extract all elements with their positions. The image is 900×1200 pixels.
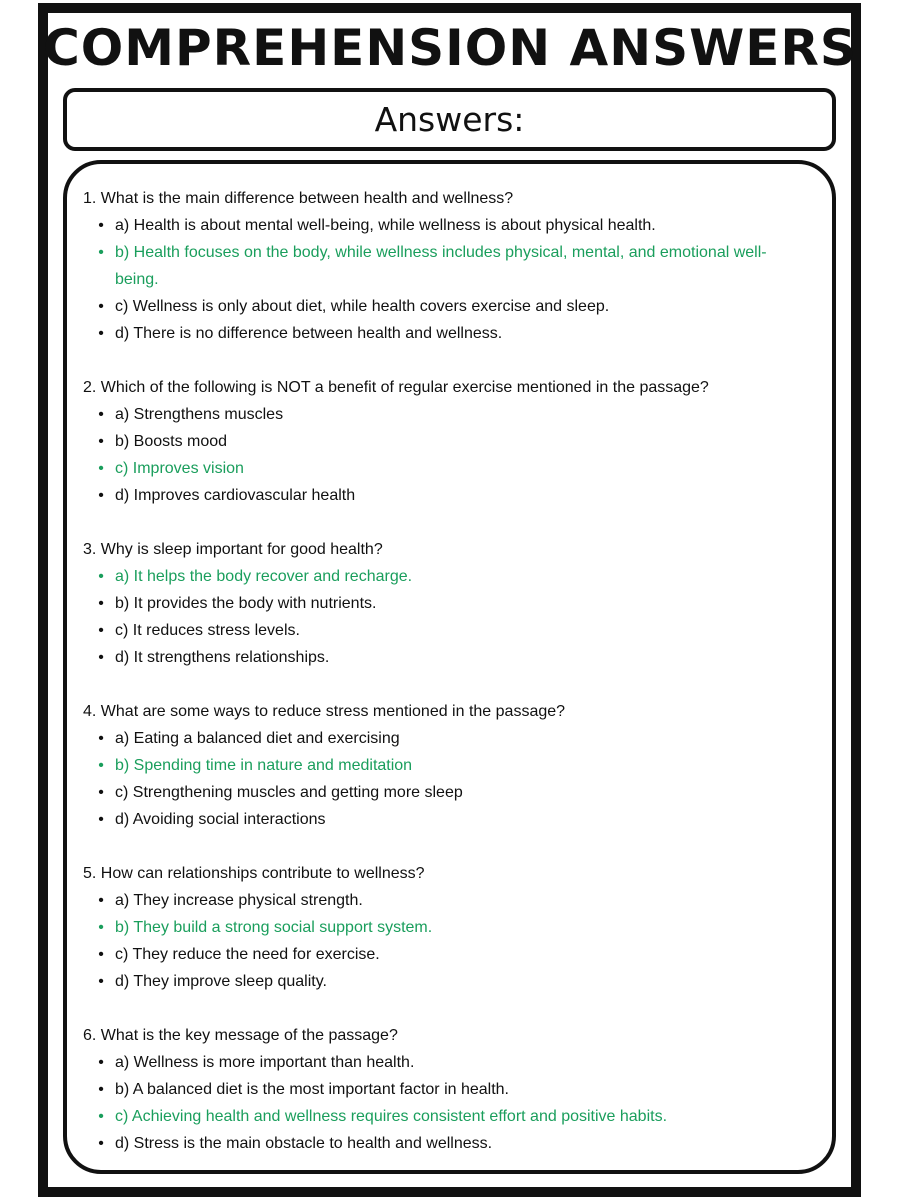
option-list [83, 887, 803, 995]
answer-option [83, 455, 803, 482]
question-list [83, 185, 803, 1184]
question-text: 2. Which of the following is NOT a benefit of regular exercise mentioned in the passage? [83, 379, 709, 396]
answer-option [83, 1049, 803, 1076]
option-text: d) Avoiding social interactions [115, 811, 326, 828]
option-text: b) Spending time in nature and meditation [115, 757, 413, 774]
bullet-icon: • [98, 649, 104, 666]
option-text: a) Strengthens muscles [115, 406, 284, 423]
bullet-icon: • [98, 568, 104, 585]
question-block [83, 698, 803, 833]
bullet-icon: • [98, 919, 104, 936]
bullet-icon: • [98, 622, 104, 639]
bullet-icon: • [98, 487, 104, 504]
option-text: a) Eating a balanced diet and exercising [115, 730, 400, 747]
option-text: c) Achieving health and wellness requires consistent effort and positive habits. [115, 1108, 668, 1125]
bullet-icon: • [98, 298, 104, 315]
answer-option [83, 1130, 803, 1157]
option-text: a) They increase physical strength. [115, 892, 363, 909]
answer-option [83, 239, 803, 293]
bullet-icon: • [98, 244, 104, 261]
answers-heading: Answers: [374, 100, 525, 139]
question-text: 5. How can relationships contribute to wellness? [83, 865, 425, 882]
question-block [83, 1022, 803, 1157]
option-list [83, 563, 803, 671]
answer-option [83, 914, 803, 941]
bullet-icon: • [98, 946, 104, 963]
option-text: d) It strengthens relationships. [115, 649, 330, 666]
option-text: c) Improves vision [115, 460, 244, 477]
answer-option [83, 941, 803, 968]
answers-content-box [63, 160, 836, 1174]
option-text: d) They improve sleep quality. [115, 973, 327, 990]
answer-option [83, 563, 803, 590]
answers-header-box [63, 88, 836, 151]
bullet-icon: • [98, 1081, 104, 1098]
option-text: b) Health focuses on the body, while wellness includes physical, mental, and emotional well-being. [115, 244, 767, 288]
bullet-icon: • [98, 1054, 104, 1071]
bullet-icon: • [98, 1135, 104, 1152]
answer-option [83, 1103, 803, 1130]
answer-option [83, 617, 803, 644]
option-list [83, 725, 803, 833]
option-text: c) It reduces stress levels. [115, 622, 300, 639]
option-text: a) Wellness is more important than health. [115, 1054, 415, 1071]
answer-option [83, 725, 803, 752]
answer-option [83, 806, 803, 833]
page-title: COMPREHENSION ANSWERS [43, 19, 857, 77]
bullet-icon: • [98, 757, 104, 774]
answer-option [83, 293, 803, 320]
answer-option [83, 644, 803, 671]
option-text: b) It provides the body with nutrients. [115, 595, 377, 612]
question-block [83, 185, 803, 347]
question-text: 1. What is the main difference between health and wellness? [83, 190, 514, 207]
answer-option [83, 320, 803, 347]
option-text: b) They build a strong social support system. [115, 919, 433, 936]
bullet-icon: • [98, 433, 104, 450]
option-list [83, 1049, 803, 1157]
option-text: b) Boosts mood [115, 433, 228, 450]
answer-option [83, 1076, 803, 1103]
question-text: 6. What is the key message of the passage? [83, 1027, 398, 1044]
question-block [83, 860, 803, 995]
question-text: 4. What are some ways to reduce stress mentioned in the passage? [83, 703, 566, 720]
option-text: d) There is no difference between health and wellness. [115, 325, 503, 342]
answer-option [83, 779, 803, 806]
bullet-icon: • [98, 811, 104, 828]
option-text: d) Stress is the main obstacle to health and wellness. [115, 1135, 493, 1152]
bullet-icon: • [98, 217, 104, 234]
option-text: c) Wellness is only about diet, while health covers exercise and sleep. [115, 298, 610, 315]
answer-option [83, 401, 803, 428]
bullet-icon: • [98, 460, 104, 477]
question-block [83, 536, 803, 671]
bullet-icon: • [98, 406, 104, 423]
option-text: a) It helps the body recover and recharge. [115, 568, 413, 585]
answer-option [83, 428, 803, 455]
bullet-icon: • [98, 595, 104, 612]
answer-option [83, 968, 803, 995]
option-list [83, 212, 803, 347]
answer-option [83, 752, 803, 779]
answer-option [83, 482, 803, 509]
option-text: c) Strengthening muscles and getting more sleep [115, 784, 463, 801]
option-text: a) Health is about mental well-being, while wellness is about physical health. [115, 217, 656, 234]
option-text: c) They reduce the need for exercise. [115, 946, 380, 963]
bullet-icon: • [98, 730, 104, 747]
bullet-icon: • [98, 325, 104, 342]
option-list [83, 401, 803, 509]
option-text: d) Improves cardiovascular health [115, 487, 356, 504]
bullet-icon: • [98, 892, 104, 909]
bullet-icon: • [98, 1108, 104, 1125]
question-block [83, 374, 803, 509]
answer-option [83, 590, 803, 617]
option-text: b) A balanced diet is the most important factor in health. [115, 1081, 509, 1098]
bullet-icon: • [98, 973, 104, 990]
answer-option [83, 212, 803, 239]
question-text: 3. Why is sleep important for good health? [83, 541, 383, 558]
answer-option [83, 887, 803, 914]
bullet-icon: • [98, 784, 104, 801]
